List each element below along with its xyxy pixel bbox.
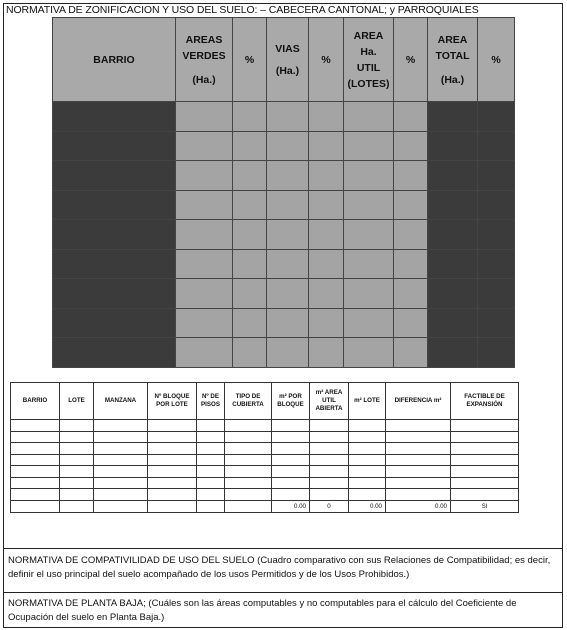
lot-cell	[225, 431, 272, 443]
zonificacion-title: NORMATIVA DE ZONIFICACION Y USO DEL SUELO: – CABECERA CANTONAL; y PARROQUIALES	[6, 4, 479, 16]
header-line: AREA	[353, 29, 384, 42]
lot-cell	[94, 454, 148, 466]
lot-cell	[310, 477, 349, 489]
header-line: AREAS	[185, 33, 223, 46]
header-pct-verdes: %	[233, 18, 267, 102]
lot-row	[11, 466, 519, 478]
lot-cell	[451, 443, 519, 455]
header-line: (Ha.)	[275, 64, 300, 77]
grid-cell	[394, 190, 428, 220]
lot-cell	[225, 466, 272, 478]
total-factible: SI	[451, 501, 519, 513]
zonificacion-table	[52, 17, 515, 368]
lot-header-manzana: MANZANA	[94, 383, 148, 420]
zonificacion-row	[53, 220, 515, 250]
total-m2-lote: 0.00	[349, 501, 386, 513]
header-pct-vias: %	[309, 18, 344, 102]
lot-cell	[94, 477, 148, 489]
grid-cell	[53, 220, 176, 250]
header-line: (Ha.)	[440, 73, 465, 86]
lot-cell	[272, 489, 310, 501]
lot-cell	[451, 477, 519, 489]
lot-cell	[349, 466, 386, 478]
grid-cell	[53, 131, 176, 161]
grid-cell	[176, 308, 233, 338]
grid-cell	[53, 249, 176, 279]
grid-cell	[176, 220, 233, 250]
grid-cell	[478, 190, 515, 220]
header-area-total	[428, 18, 478, 102]
grid-cell	[394, 338, 428, 368]
total-cell	[60, 501, 94, 513]
grid-cell	[394, 308, 428, 338]
lot-cell	[225, 489, 272, 501]
grid-cell	[344, 102, 394, 132]
lot-cell	[94, 431, 148, 443]
grid-cell	[344, 190, 394, 220]
lot-row	[11, 420, 519, 432]
grid-cell	[267, 308, 309, 338]
grid-cell	[267, 249, 309, 279]
grid-cell	[344, 308, 394, 338]
lot-header-pisos: Nº DE PISOS	[197, 383, 225, 420]
lot-cell	[349, 443, 386, 455]
lot-cell	[451, 466, 519, 478]
total-cell	[94, 501, 148, 513]
grid-cell	[176, 161, 233, 191]
lot-cell	[94, 443, 148, 455]
lot-cell	[11, 466, 60, 478]
lot-cell	[310, 420, 349, 432]
grid-cell	[428, 220, 478, 250]
lot-cell	[225, 477, 272, 489]
lot-cell	[148, 489, 197, 501]
grid-cell	[309, 249, 344, 279]
lot-cell	[197, 420, 225, 432]
grid-cell	[309, 161, 344, 191]
grid-cell	[233, 308, 267, 338]
grid-cell	[428, 338, 478, 368]
lot-header-lote: LOTE	[60, 383, 94, 420]
lot-cell	[349, 454, 386, 466]
grid-cell	[428, 190, 478, 220]
lot-header-diferencia: DIFERENCIA m²	[386, 383, 451, 420]
lot-cell	[451, 454, 519, 466]
grid-cell	[233, 161, 267, 191]
lot-row	[11, 489, 519, 501]
grid-cell	[309, 308, 344, 338]
total-cell	[11, 501, 60, 513]
zonificacion-body	[53, 102, 515, 368]
lot-cell	[11, 489, 60, 501]
lot-cell	[310, 431, 349, 443]
header-pct-total: %	[478, 18, 515, 102]
zonificacion-row	[53, 249, 515, 279]
lot-cell	[197, 477, 225, 489]
grid-cell	[428, 131, 478, 161]
grid-cell	[176, 102, 233, 132]
total-diferencia: 0.00	[386, 501, 451, 513]
grid-cell	[233, 249, 267, 279]
grid-cell	[478, 102, 515, 132]
header-spacer	[428, 64, 477, 72]
lot-cell	[197, 454, 225, 466]
lot-cell	[197, 443, 225, 455]
zonificacion-row	[53, 131, 515, 161]
grid-cell	[267, 220, 309, 250]
grid-cell	[233, 338, 267, 368]
lot-cell	[451, 420, 519, 432]
total-area-util: 0	[310, 501, 349, 513]
grid-cell	[394, 102, 428, 132]
grid-cell	[176, 131, 233, 161]
lot-row	[11, 454, 519, 466]
lot-cell	[310, 489, 349, 501]
grid-cell	[344, 338, 394, 368]
planta-baja-text: NORMATIVA DE PLANTA BAJA; (Cuáles son las áreas computables y no computables para el cálculo del Coeficiente de Ocupación del suelo en Planta Baja.)	[8, 598, 517, 623]
lot-cell	[386, 466, 451, 478]
grid-cell	[309, 131, 344, 161]
lot-cell	[197, 489, 225, 501]
grid-cell	[53, 338, 176, 368]
grid-cell	[267, 131, 309, 161]
lot-cell	[272, 477, 310, 489]
lot-cell	[60, 420, 94, 432]
header-spacer	[176, 64, 232, 72]
lot-cell	[148, 431, 197, 443]
grid-cell	[478, 161, 515, 191]
header-line: AREA	[437, 33, 468, 46]
header-area-util	[344, 18, 394, 102]
header-line: VIAS	[275, 42, 300, 55]
header-areas-verdes	[176, 18, 233, 102]
grid-cell	[233, 190, 267, 220]
grid-cell	[53, 161, 176, 191]
lot-cell	[272, 431, 310, 443]
total-m2-bloque: 0.00	[272, 501, 310, 513]
lot-cell	[148, 443, 197, 455]
total-cell	[148, 501, 197, 513]
grid-cell	[478, 279, 515, 309]
grid-cell	[309, 279, 344, 309]
grid-cell	[233, 131, 267, 161]
lot-cell	[451, 489, 519, 501]
header-line: VERDES	[182, 49, 226, 62]
grid-cell	[394, 220, 428, 250]
grid-cell	[394, 131, 428, 161]
grid-cell	[478, 131, 515, 161]
grid-cell	[309, 102, 344, 132]
lot-cell	[60, 466, 94, 478]
lot-cell	[148, 454, 197, 466]
grid-cell	[428, 279, 478, 309]
grid-cell	[53, 279, 176, 309]
lot-cell	[11, 420, 60, 432]
lot-cell	[349, 431, 386, 443]
grid-cell	[394, 161, 428, 191]
lot-cell	[148, 466, 197, 478]
lot-row	[11, 443, 519, 455]
header-line: UTIL	[356, 61, 381, 74]
grid-cell	[478, 249, 515, 279]
lot-cell	[11, 454, 60, 466]
grid-cell	[344, 161, 394, 191]
lotes-body	[11, 420, 519, 501]
lot-header-bloques: Nº BLOQUE POR LOTE	[148, 383, 197, 420]
grid-cell	[344, 249, 394, 279]
compatibilidad-text: NORMATIVA DE COMPATIVILIDAD DE USO DEL SUELO (Cuadro comparativo con sus Relaciones de Compatibilidad; es decir, definir el uso principal del suelo acompañado de los usos Permitidos y de los Usos Prohibidos.)	[8, 555, 551, 580]
grid-cell	[344, 279, 394, 309]
total-cell	[225, 501, 272, 513]
lot-cell	[60, 443, 94, 455]
grid-cell	[267, 190, 309, 220]
header-line: TOTAL	[435, 49, 470, 62]
grid-cell	[428, 102, 478, 132]
lot-cell	[386, 443, 451, 455]
lot-header-barrio: BARRIO	[11, 383, 60, 420]
grid-cell	[267, 102, 309, 132]
lot-cell	[225, 443, 272, 455]
header-line: (Ha.)	[192, 73, 216, 86]
lot-cell	[94, 489, 148, 501]
grid-cell	[478, 220, 515, 250]
lotes-table	[10, 382, 519, 513]
grid-cell	[176, 338, 233, 368]
grid-cell	[309, 220, 344, 250]
header-line: Ha.	[360, 45, 377, 58]
lot-header-m2-bloque: m² POR BLOQUE	[272, 383, 310, 420]
lot-header-cubierta: TIPO DE CUBIERTA	[225, 383, 272, 420]
lot-row	[11, 431, 519, 443]
header-barrio: BARRIO	[53, 18, 176, 102]
header-line: (LOTES)	[347, 77, 390, 90]
lot-cell	[197, 431, 225, 443]
lot-cell	[386, 454, 451, 466]
lot-cell	[11, 477, 60, 489]
lot-cell	[349, 489, 386, 501]
lot-cell	[60, 489, 94, 501]
grid-cell	[53, 102, 176, 132]
lot-header-factible: FACTIBLE DE EXPANSIÓN	[451, 383, 519, 420]
lot-cell	[386, 420, 451, 432]
lot-cell	[310, 443, 349, 455]
zonificacion-row	[53, 190, 515, 220]
grid-cell	[176, 190, 233, 220]
grid-cell	[394, 249, 428, 279]
header-vias	[267, 18, 309, 102]
grid-cell	[176, 249, 233, 279]
lot-cell	[349, 420, 386, 432]
grid-cell	[478, 308, 515, 338]
lot-cell	[272, 466, 310, 478]
grid-cell	[428, 249, 478, 279]
lot-cell	[272, 420, 310, 432]
grid-cell	[344, 220, 394, 250]
zonificacion-row	[53, 338, 515, 368]
section-divider	[3, 548, 563, 549]
grid-cell	[53, 308, 176, 338]
lot-cell	[11, 443, 60, 455]
grid-cell	[53, 190, 176, 220]
section-divider	[3, 592, 563, 593]
lot-cell	[60, 477, 94, 489]
total-cell	[197, 501, 225, 513]
grid-cell	[394, 279, 428, 309]
header-pct-util: %	[394, 18, 428, 102]
lot-cell	[148, 420, 197, 432]
lot-cell	[11, 431, 60, 443]
grid-cell	[267, 161, 309, 191]
lot-cell	[94, 466, 148, 478]
grid-cell	[267, 338, 309, 368]
lot-cell	[272, 443, 310, 455]
grid-cell	[309, 190, 344, 220]
zonificacion-row	[53, 161, 515, 191]
zonificacion-row	[53, 308, 515, 338]
lot-cell	[310, 466, 349, 478]
grid-cell	[344, 131, 394, 161]
lot-cell	[60, 454, 94, 466]
totals-row	[11, 501, 519, 513]
grid-cell	[267, 279, 309, 309]
grid-cell	[428, 308, 478, 338]
lot-cell	[386, 477, 451, 489]
grid-cell	[233, 279, 267, 309]
grid-cell	[478, 338, 515, 368]
grid-cell	[309, 338, 344, 368]
lot-cell	[148, 477, 197, 489]
lot-cell	[310, 454, 349, 466]
grid-cell	[233, 102, 267, 132]
lot-header-m2-lote: m² LOTE	[349, 383, 386, 420]
lot-cell	[225, 454, 272, 466]
lot-cell	[60, 431, 94, 443]
zonificacion-row	[53, 279, 515, 309]
lot-cell	[349, 477, 386, 489]
lot-cell	[451, 431, 519, 443]
lot-cell	[272, 454, 310, 466]
lot-header-area-util: m² AREA UTIL ABIERTA	[310, 383, 349, 420]
lot-cell	[386, 431, 451, 443]
lot-row	[11, 477, 519, 489]
grid-cell	[428, 161, 478, 191]
grid-cell	[176, 279, 233, 309]
lot-cell	[386, 489, 451, 501]
grid-cell	[233, 220, 267, 250]
zonificacion-row	[53, 102, 515, 132]
lot-cell	[197, 466, 225, 478]
lot-cell	[94, 420, 148, 432]
lot-cell	[225, 420, 272, 432]
